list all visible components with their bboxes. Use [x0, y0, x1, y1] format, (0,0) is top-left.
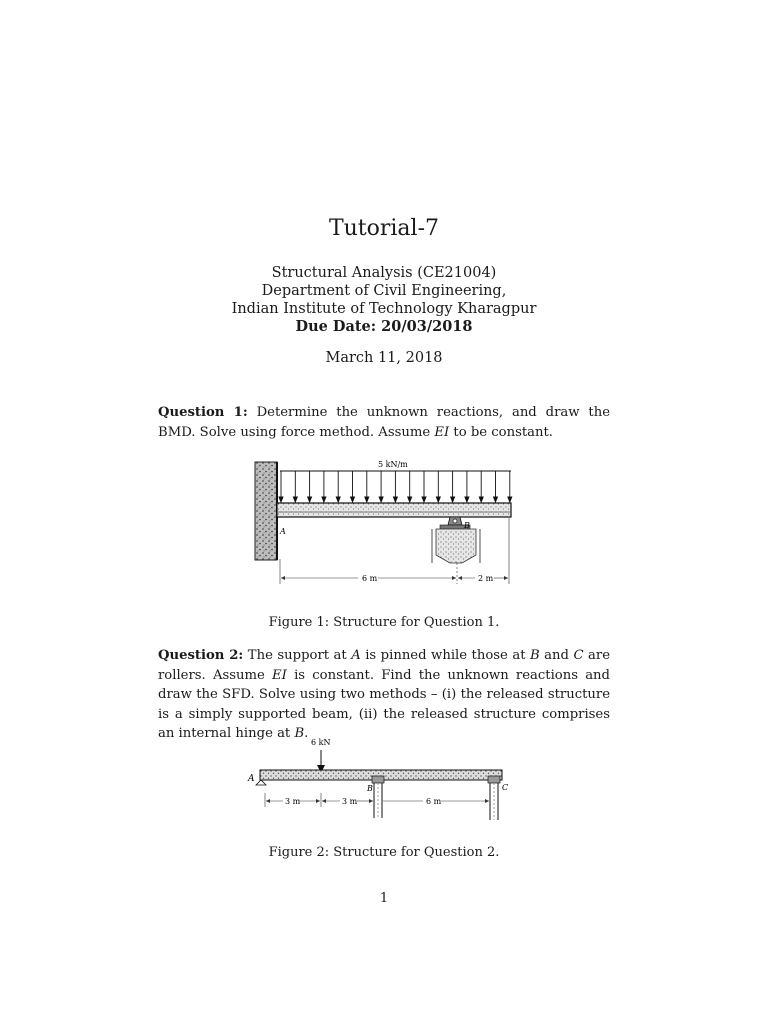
- label-b-1: B: [464, 521, 470, 530]
- udl-arrow-head: [494, 497, 498, 502]
- label-b-2: B: [367, 784, 373, 793]
- load-label-2: 6 kN: [311, 738, 331, 747]
- document-date: March 11, 2018: [325, 350, 443, 366]
- udl-arrow-head: [451, 497, 455, 502]
- dim-6m-2: 6 m: [426, 797, 442, 806]
- support-a-pin: [256, 780, 266, 785]
- institute: Indian Institute of Technology Kharagpur: [231, 301, 537, 317]
- course-name: Structural Analysis (CE21004): [271, 265, 497, 281]
- udl-arrow-head: [479, 497, 483, 502]
- question-2: Question 2: The support at A is pinned while those at B and C are rollers. Assume EI is constant. Find the unknown reactions and draw the SFD. Solve using two methods – (i) the released structure is a simply supported beam, (ii) the released structure comprises an internal hinge at B.: [158, 648, 610, 741]
- fixed-wall-support: [255, 462, 277, 560]
- figure-1-caption: Figure 1: Structure for Question 1.: [268, 615, 500, 630]
- udl-arrow-head: [436, 497, 440, 502]
- udl-arrow-head: [293, 497, 297, 502]
- udl-arrows: [279, 471, 512, 502]
- figure-1: [250, 456, 520, 590]
- udl-arrow-head: [408, 497, 412, 502]
- udl-arrow-head: [336, 497, 340, 502]
- udl-arrow-head: [422, 497, 426, 502]
- department: Department of Civil Engineering,: [261, 283, 507, 299]
- dim-6m-1: 6 m: [362, 574, 378, 583]
- document-title: Tutorial-7: [328, 216, 440, 241]
- label-a-1: A: [280, 527, 286, 536]
- support-b-block: [436, 529, 476, 563]
- udl-arrow-head: [508, 497, 512, 502]
- figure-2-caption: Figure 2: Structure for Question 2.: [268, 845, 500, 860]
- due-date: Due Date: 20/03/2018: [295, 318, 473, 335]
- udl-arrow-head: [322, 497, 326, 502]
- beam-1: [277, 503, 511, 517]
- udl-arrow-head: [393, 497, 397, 502]
- udl-arrow-head: [279, 497, 283, 502]
- dim-3m-b: 3 m: [342, 797, 358, 806]
- question-1-label: Question 1:: [158, 405, 248, 420]
- question-2-label: Question 2:: [158, 648, 244, 663]
- label-a-2: A: [248, 774, 255, 784]
- udl-arrow-head: [465, 497, 469, 502]
- udl-arrow-head: [379, 497, 383, 502]
- udl-arrow-head: [365, 497, 369, 502]
- dim-2m-1: 2 m: [478, 574, 494, 583]
- udl-arrow-head: [351, 497, 355, 502]
- dim-3m-a: 3 m: [285, 797, 301, 806]
- figure-2: [245, 735, 515, 825]
- page-number: 1: [379, 891, 389, 906]
- question-1: Question 1: Determine the unknown reactions, and draw the BMD. Solve using force method. Assume EI to be constant.: [158, 405, 610, 440]
- label-c-2: C: [502, 783, 509, 792]
- load-label-1: 5 kN/m: [378, 460, 408, 469]
- udl-arrow-head: [308, 497, 312, 502]
